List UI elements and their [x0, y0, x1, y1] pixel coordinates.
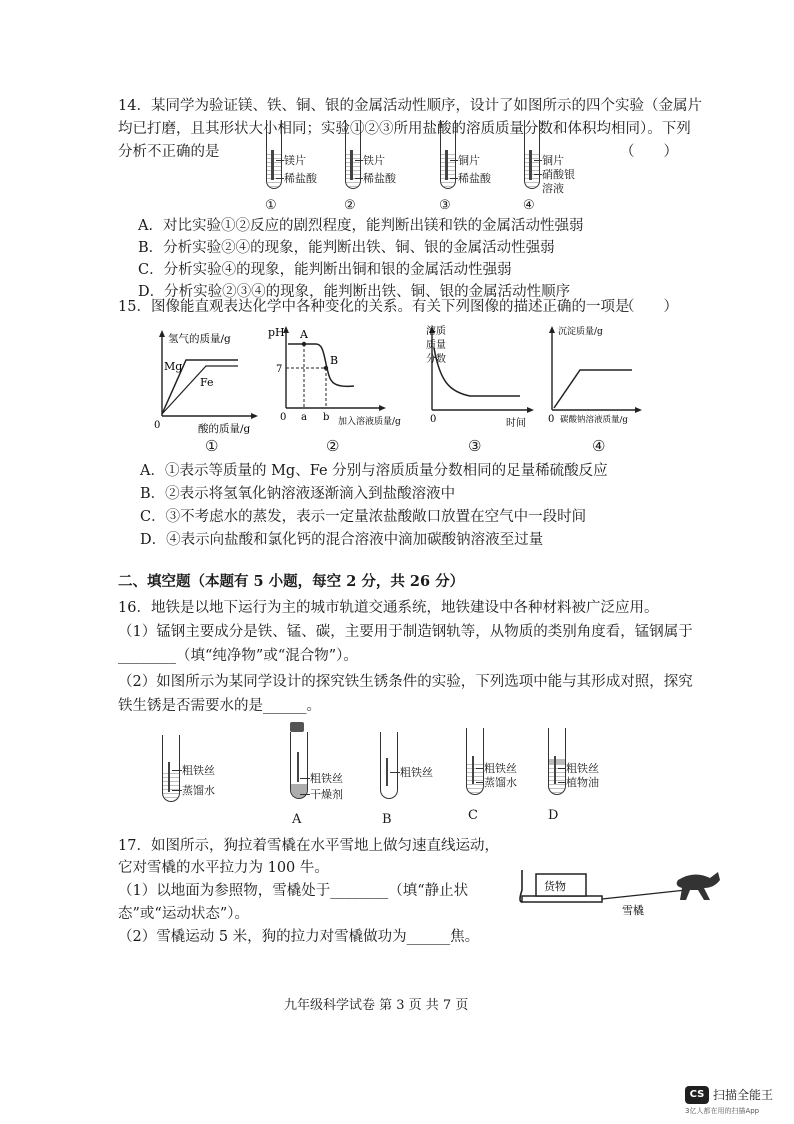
graph-1-number: ① — [205, 437, 219, 455]
tube-metal-label: 铜片 — [542, 154, 564, 167]
graph-4-number: ④ — [592, 437, 606, 455]
graph-2-tick-a: a — [301, 412, 307, 423]
q15-option-b: B．②表示将氢氧化钠溶液逐渐滴入到盐酸溶液中 — [140, 486, 456, 502]
tube-liquid-label: 稀盐酸 — [458, 172, 491, 185]
q17-line2: 它对雪橇的水平拉力为 100 牛。 — [118, 860, 329, 876]
graph-2-xlabel: 加入溶液质量/g — [338, 417, 401, 427]
q16-stem: 16．地铁是以地下运行为主的城市轨道交通系统，地铁建设中各种材料被广泛应用。 — [118, 600, 659, 616]
q16-part2-a: （2）如图所示为某同学设计的探究铁生锈条件的实验，下列选项中能与其形成对照，探究 — [118, 674, 693, 690]
dog-icon — [677, 872, 720, 900]
tube-metal-label: 铁片 — [363, 154, 385, 167]
q14-line1: 14．某同学为验证镁、铁、铜、银的金属活动性顺序，设计了如图所示的四个实验（金属片 — [118, 98, 702, 114]
q17-line1: 17．如图所示，狗拉着雪橇在水平雪地上做匀速直线运动， — [118, 838, 499, 854]
q14-option-a: A．对比实验①②反应的剧烈程度，能判断出镁和铁的金属活动性强弱 — [138, 218, 584, 234]
tube-label: 粗铁丝 — [182, 764, 215, 777]
test-tube — [548, 728, 566, 795]
iron-wire — [472, 756, 474, 784]
graph-3 — [420, 322, 540, 432]
graph-3-ylabel-2: 质量 — [426, 340, 446, 351]
q14-option-d: D．分析实验②③④的现象，能判断出铁、铜、银的金属活动性顺序 — [138, 284, 571, 300]
graph-3-ylabel-3: 分数 — [426, 354, 446, 365]
q14-option-c: C．分析实验④的现象，能判断出铜和银的金属活动性强弱 — [138, 262, 512, 278]
q14-line3: 分析不正确的是 — [118, 144, 220, 160]
tube-number: ③ — [439, 198, 451, 213]
iron-wire — [554, 756, 556, 784]
graph-1-origin: 0 — [154, 420, 161, 431]
rope — [602, 890, 686, 899]
graph-1-xlabel: 酸的质量/g — [198, 423, 251, 435]
graph-4 — [540, 322, 650, 432]
q16-part1-a: （1）锰钢主要成分是铁、锰、碳，主要用于制造钢轨等，从物质的类别角度看，锰钢属于 — [118, 624, 693, 640]
q14-answer-paren: （ ） — [620, 144, 678, 160]
tube-metal-label: 铜片 — [458, 154, 480, 167]
graph-2-number: ② — [326, 437, 340, 455]
tube-liquid-label-2: 溶液 — [542, 182, 564, 195]
page-footer: 九年级科学试卷 第 3 页 共 7 页 — [284, 998, 469, 1013]
tube-number: ② — [344, 198, 356, 213]
sled-figure — [518, 860, 728, 922]
test-tube — [290, 732, 308, 799]
q15-answer-paren: （ ） — [620, 299, 678, 315]
scanner-app-name: 扫描全能王 — [713, 1088, 774, 1102]
q15-option-d: D．④表示向盐酸和氯化钙的混合溶液中滴加碳酸钠溶液至过量 — [140, 532, 544, 548]
graph-3-number: ③ — [468, 437, 482, 455]
graph-2-point-b: B — [330, 354, 339, 367]
q16-part2-b: 铁生锈是否需要水的是______。 — [118, 698, 321, 714]
scanner-slogan: 3亿人都在用的扫描App — [685, 1107, 760, 1115]
iron-wire — [297, 752, 299, 782]
graph-1-series-fe: Fe — [200, 376, 214, 389]
metal-strip — [445, 150, 448, 180]
section-heading: 二、填空题（本题有 5 小题，每空 2 分，共 26 分） — [118, 573, 465, 590]
q15-option-c: C．③不考虑水的蒸发，表示一定量浓盐酸敞口放置在空气中一段时间 — [140, 509, 587, 525]
tube-label: 粗铁丝 — [400, 766, 433, 779]
graph-2-tick-7: 7 — [276, 364, 283, 375]
tube-label-2: 干燥剂 — [310, 788, 343, 801]
q17-part1-b: 态”或“运动状态”）。 — [118, 906, 249, 922]
graph-2-tick-b: b — [323, 412, 330, 423]
option-letter: D — [548, 808, 559, 823]
metal-strip — [350, 150, 353, 180]
scanner-logo-icon: CS — [685, 1086, 709, 1104]
tube-metal-label: 镁片 — [284, 154, 306, 167]
tube-liquid-label: 稀盐酸 — [284, 172, 317, 185]
graph-1-series-mg: Mg — [164, 360, 183, 373]
option-letter: B — [382, 812, 392, 827]
tube-label: 粗铁丝 — [566, 762, 599, 775]
q17-part1-a: （1）以地面为参照物，雪橇处于________（填“静止状 — [118, 883, 469, 899]
option-letter: A — [292, 812, 302, 827]
graph-4-origin: 0 — [548, 414, 555, 425]
graph-2-origin: 0 — [280, 412, 287, 423]
option-letter: C — [468, 808, 478, 823]
test-tube — [380, 732, 398, 799]
q17-part2: （2）雪橇运动 5 米，狗的拉力对雪橇做功为______焦。 — [118, 929, 480, 945]
stopper — [290, 722, 304, 732]
iron-wire — [168, 762, 170, 792]
test-tube — [162, 735, 180, 802]
tube-liquid-label: 稀盐酸 — [363, 172, 396, 185]
q16-part1-b: ________（填“纯净物”或“混合物”）。 — [118, 648, 358, 664]
sled-label: 雪橇 — [622, 904, 644, 917]
q15-option-a: A．①表示等质量的 Mg、Fe 分别与溶质质量分数相同的足量稀硫酸反应 — [140, 463, 608, 479]
tube-liquid-label: 硝酸银 — [542, 168, 575, 181]
graph-1 — [150, 328, 260, 438]
metal-strip — [529, 150, 532, 180]
q14-option-b: B．分析实验②④的现象，能判断出铁、铜、银的金属活动性强弱 — [138, 240, 555, 256]
test-tube — [466, 728, 484, 795]
q15-stem: 15．图像能直观表达化学中各种变化的关系。有关下列图像的描述正确的一项是 — [118, 299, 630, 315]
graph-3-ylabel: 溶质 — [426, 326, 446, 337]
tube-label: 粗铁丝 — [310, 772, 343, 785]
test-tube — [524, 120, 540, 189]
goods-label: 货物 — [544, 880, 566, 893]
graph-4-xlabel: 碳酸钠溶液质量/g — [560, 415, 628, 425]
graph-3-origin: 0 — [430, 414, 437, 425]
graph-2-point-a: A — [300, 328, 308, 341]
iron-wire — [386, 758, 388, 786]
metal-strip — [271, 150, 274, 180]
q14-line2: 均已打磨，且其形状大小相同；实验①②③所用盐酸的溶质质量分数和体积均相同）。下列 — [118, 121, 691, 137]
graph-4-ylabel: 沉淀质量/g — [558, 327, 603, 337]
graph-1-ylabel: 氢气的质量/g — [168, 333, 231, 345]
graph-2-ylabel: pH — [268, 326, 285, 339]
sled-base — [522, 896, 602, 902]
tube-label-2: 植物油 — [566, 776, 599, 789]
tube-label-2: 蒸馏水 — [484, 776, 517, 789]
tube-label: 粗铁丝 — [484, 762, 517, 775]
tube-label-2: 蒸馏水 — [182, 784, 215, 797]
graph-2 — [266, 322, 401, 432]
tube-number: ④ — [523, 198, 535, 213]
tube-number: ① — [265, 198, 277, 213]
graph-3-xlabel: 时间 — [506, 418, 526, 429]
